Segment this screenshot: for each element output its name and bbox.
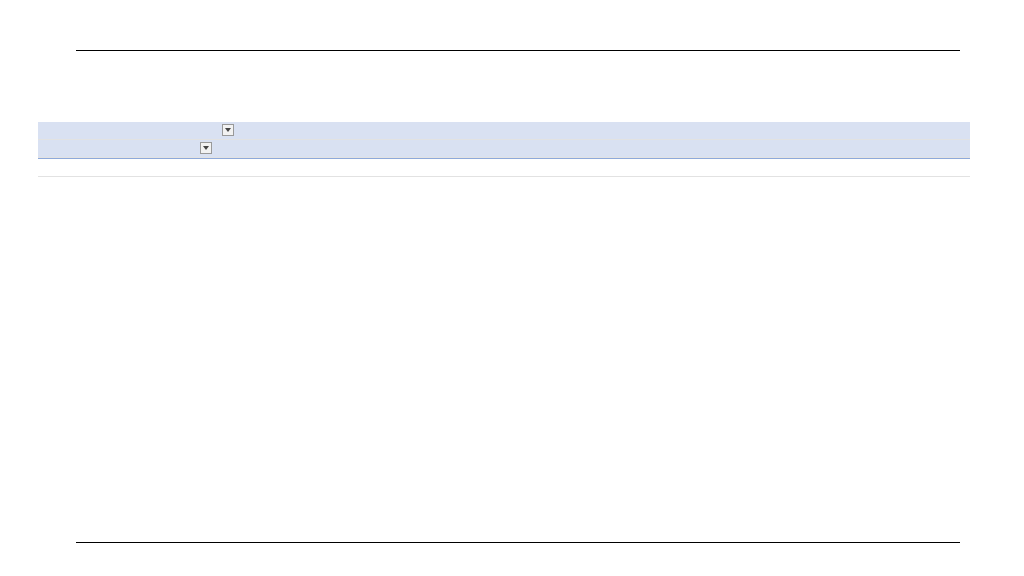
pivot-title-cell: [38, 122, 216, 139]
filter-dropdown-icon[interactable]: [222, 124, 234, 136]
filter-dropdown-icon[interactable]: [200, 142, 212, 154]
grand-total-row: [38, 158, 970, 176]
pivot-filter-cell[interactable]: [216, 122, 266, 139]
footer-divider: [76, 542, 960, 543]
column-header-row: [38, 140, 970, 158]
pivot-title-row: [38, 122, 970, 140]
header-divider: [76, 50, 960, 51]
income-expense-table: [38, 122, 970, 177]
columns-label-cell: [38, 140, 216, 157]
